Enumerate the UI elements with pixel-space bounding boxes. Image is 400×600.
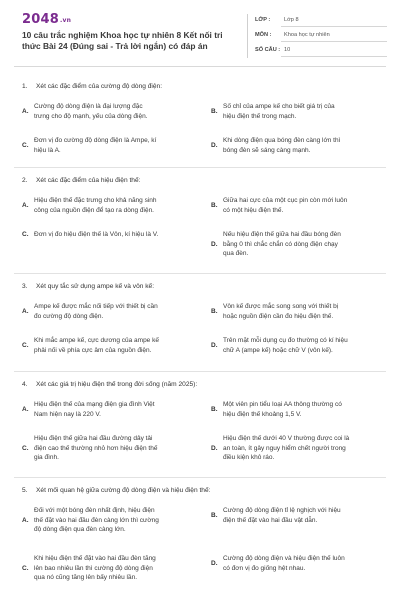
option-text-line: Khi hiệu điện thế đặt vào hai đầu đèn tăng bbox=[34, 555, 156, 562]
option-letter: B. bbox=[211, 107, 218, 115]
option-text-line: trưng cho độ mạnh, yếu của dòng điện. bbox=[34, 112, 148, 120]
option-c[interactable] bbox=[22, 230, 198, 240]
option-a[interactable] bbox=[22, 400, 198, 419]
option-a[interactable] bbox=[22, 302, 198, 321]
option-letter: A. bbox=[22, 405, 29, 413]
option-letter: D. bbox=[211, 341, 218, 349]
question-number: 2. bbox=[22, 177, 28, 184]
option-c[interactable] bbox=[22, 554, 198, 583]
meta-subject bbox=[255, 29, 387, 43]
option-text-line: Nếu hiệu điện thế giữa hai đầu bóng đèn bbox=[223, 231, 341, 238]
option-text-line: hiệu điện thế khoảng 1,5 V. bbox=[223, 410, 302, 418]
meta-grade bbox=[255, 14, 387, 28]
option-text-line: an toàn, ít gây nguy hiểm chết người trong bbox=[223, 444, 346, 452]
option-d[interactable] bbox=[211, 230, 387, 259]
question-text: Xét quy tắc sử dụng ampe kế và vôn kế: bbox=[36, 283, 155, 290]
option-letter: B. bbox=[211, 511, 218, 519]
option-text-line: hoặc nguồn điện cần đo hiệu điện thế. bbox=[223, 312, 334, 320]
meta-question-count bbox=[255, 44, 387, 58]
option-c[interactable] bbox=[22, 434, 198, 463]
option-text-line: điện cao thế thường nhỏ hơn hiệu điện thế bbox=[34, 444, 158, 452]
page-header bbox=[0, 0, 400, 68]
option-text-line: Đơn vị đo hiệu điện thế là Vôn, kí hiệu là V. bbox=[34, 231, 159, 238]
option-d[interactable] bbox=[211, 434, 387, 463]
meta-key: LỚP : bbox=[255, 17, 271, 23]
question-number: 4. bbox=[22, 381, 28, 388]
question-text: Xét các đặc điểm của hiệu điện thế: bbox=[36, 177, 141, 184]
question-divider bbox=[14, 477, 386, 478]
option-text-line: Giữa hai cực của một cục pin còn mới luôn bbox=[223, 197, 348, 204]
option-text-line: gia đình. bbox=[34, 454, 59, 461]
option-b[interactable] bbox=[211, 196, 387, 215]
option-letter: C. bbox=[22, 141, 29, 149]
option-text-line: Đối với một bóng đèn nhất định, hiệu điện bbox=[34, 507, 155, 514]
option-text bbox=[223, 434, 349, 463]
option-text-line: chữ A (ampe kế) hoặc chữ V (vôn kế). bbox=[223, 346, 333, 354]
option-letter: A. bbox=[22, 516, 29, 524]
question-divider bbox=[14, 273, 386, 274]
option-c[interactable] bbox=[22, 136, 198, 155]
option-text-line: Hiệu điện thế đặc trưng cho khả năng sinh bbox=[34, 197, 157, 204]
option-text bbox=[34, 554, 156, 583]
meta-underline bbox=[281, 26, 387, 27]
option-text-line: hiệu là A. bbox=[34, 146, 61, 154]
site-logo[interactable] bbox=[22, 13, 71, 28]
option-letter: C. bbox=[22, 564, 29, 572]
question-divider bbox=[14, 167, 386, 168]
option-text-line: lên bao nhiêu lần thì cường độ dòng điện bbox=[34, 564, 153, 572]
option-text-line: Vôn kế được mắc song song với thiết bị bbox=[223, 303, 339, 310]
option-text-line: qua nó cũng tăng lên bấy nhiêu lần. bbox=[34, 574, 138, 581]
option-text-line: bằng 0 thì chắc chắn có dòng điện chạy bbox=[223, 240, 338, 248]
option-text bbox=[223, 554, 345, 573]
option-letter: A. bbox=[22, 107, 29, 115]
meta-key: SỐ CÂU : bbox=[255, 47, 281, 53]
option-text bbox=[223, 400, 342, 419]
option-text-line: công của nguồn điện để tạo ra dòng điện. bbox=[34, 206, 154, 214]
option-letter: D. bbox=[211, 444, 218, 452]
header-rule bbox=[14, 66, 386, 67]
option-d[interactable] bbox=[211, 136, 387, 155]
option-a[interactable] bbox=[22, 102, 198, 121]
option-letter: B. bbox=[211, 405, 218, 413]
meta-underline bbox=[281, 41, 387, 42]
option-text bbox=[34, 336, 159, 355]
logo-tld: .vn bbox=[59, 17, 72, 24]
option-letter: C. bbox=[22, 444, 29, 452]
option-letter: D. bbox=[211, 141, 218, 149]
option-text-line: Cường độ dòng điện là đại lượng đặc bbox=[34, 103, 143, 110]
option-text-line: Hiệu điện thế dưới 40 V thường được coi là bbox=[223, 435, 350, 442]
option-text-line: bóng đèn sẽ sáng càng mạnh. bbox=[223, 146, 311, 154]
option-text bbox=[223, 336, 348, 355]
option-text bbox=[223, 506, 341, 525]
meta-key: MÔN : bbox=[255, 32, 272, 38]
option-b[interactable] bbox=[211, 302, 387, 321]
option-d[interactable] bbox=[211, 336, 387, 355]
option-text-line: Khi dòng điện qua bóng đèn càng lớn thì bbox=[223, 137, 341, 144]
option-text-line: Số chỉ của ampe kế cho biết giá trị của bbox=[223, 103, 335, 110]
option-text bbox=[34, 434, 157, 463]
option-text bbox=[223, 196, 347, 215]
option-text-line: có đơn vị đo giống hệt nhau. bbox=[223, 564, 306, 572]
option-text-line: điều kiện khô ráo. bbox=[223, 454, 275, 461]
option-text-line: phải nối về phía cực âm của nguồn điện. bbox=[34, 346, 152, 354]
option-text-line: đo cường độ dòng điện. bbox=[34, 312, 104, 320]
meta-value: 10 bbox=[284, 47, 291, 53]
header-divider bbox=[247, 14, 248, 58]
option-letter: C. bbox=[22, 341, 29, 349]
meta-value: Lớp 8 bbox=[284, 17, 299, 23]
meta-underline bbox=[281, 56, 387, 57]
option-text-line: Nam hiện nay là 220 V. bbox=[34, 410, 101, 418]
option-a[interactable] bbox=[22, 506, 198, 535]
option-text-line: thế đặt vào hai đầu đèn càng lớn thì cường bbox=[34, 516, 159, 524]
option-text bbox=[223, 102, 335, 121]
option-letter: C. bbox=[22, 231, 29, 238]
option-text-line: có một hiệu điện thế. bbox=[223, 206, 284, 214]
document-title: 10 câu trắc nghiệm Khoa học tự nhiên 8 Kết nối tri thức Bài 24 (Đúng sai - Trả lời ngắn) có đáp án bbox=[22, 30, 223, 51]
option-text bbox=[34, 196, 157, 215]
question-text: Xét các giá trị hiệu điện thế trong đời sống (năm 2025): bbox=[36, 381, 198, 388]
option-d[interactable] bbox=[211, 554, 387, 573]
option-text-line: Trên mặt mỗi dụng cụ đo thường có kí hiệu bbox=[223, 337, 348, 344]
option-text-line: Cường độ dòng điện tỉ lệ nghịch với hiệu bbox=[223, 507, 341, 514]
option-text-line: Ampe kế được mắc nối tiếp với thiết bị cần bbox=[34, 303, 158, 310]
question-number: 3. bbox=[22, 283, 28, 290]
option-b[interactable] bbox=[211, 506, 387, 525]
option-text bbox=[34, 302, 158, 321]
question-number: 1. bbox=[22, 83, 28, 90]
question-text: Xét các đặc điểm của cường độ dòng điện: bbox=[36, 83, 163, 90]
option-letter: A. bbox=[22, 201, 29, 209]
option-text-line: độ dòng điện qua đèn càng lớn. bbox=[34, 526, 126, 533]
option-letter: A. bbox=[22, 307, 29, 315]
option-b[interactable] bbox=[211, 102, 387, 121]
option-c[interactable] bbox=[22, 336, 198, 355]
option-text-line: Hiệu điện thế của mạng điện gia đình Việt bbox=[34, 401, 155, 408]
option-text-line: Đơn vị đo cường độ dòng điện là Ampe, kí bbox=[34, 137, 157, 144]
option-text bbox=[34, 102, 147, 121]
option-text bbox=[34, 230, 158, 240]
option-text bbox=[34, 506, 159, 535]
option-b[interactable] bbox=[211, 400, 387, 419]
option-text-line: qua đèn. bbox=[223, 250, 249, 257]
logo-main: 2048 bbox=[22, 12, 59, 27]
option-text bbox=[223, 136, 340, 155]
option-letter: B. bbox=[211, 201, 218, 209]
option-text bbox=[223, 302, 338, 321]
question-number: 5. bbox=[22, 487, 28, 494]
option-text-line: hiệu điện thế trong mạch. bbox=[223, 112, 297, 120]
option-text bbox=[34, 400, 155, 419]
question-divider bbox=[14, 371, 386, 372]
option-a[interactable] bbox=[22, 196, 198, 215]
option-text bbox=[223, 230, 341, 259]
option-text-line: Hiệu điện thế giữa hai đầu đường dây tải bbox=[34, 435, 153, 442]
option-letter: D. bbox=[211, 240, 218, 248]
option-text-line: điện thế đặt vào hai đầu vật dẫn. bbox=[223, 516, 318, 524]
option-text-line: Cường độ dòng điện và hiệu điện thế luôn bbox=[223, 555, 345, 562]
question-text: Xét mối quan hệ giữa cường độ dòng điện và hiệu điện thế: bbox=[36, 487, 211, 494]
option-letter: D. bbox=[211, 559, 218, 567]
option-text-line: Khi mắc ampe kế, cực dương của ampe kế bbox=[34, 337, 159, 344]
option-text-line: Một viên pin tiểu loại AA thông thường có bbox=[223, 401, 342, 408]
option-text bbox=[34, 136, 156, 155]
option-letter: B. bbox=[211, 307, 218, 315]
meta-value: Khoa học tự nhiên bbox=[284, 32, 330, 38]
